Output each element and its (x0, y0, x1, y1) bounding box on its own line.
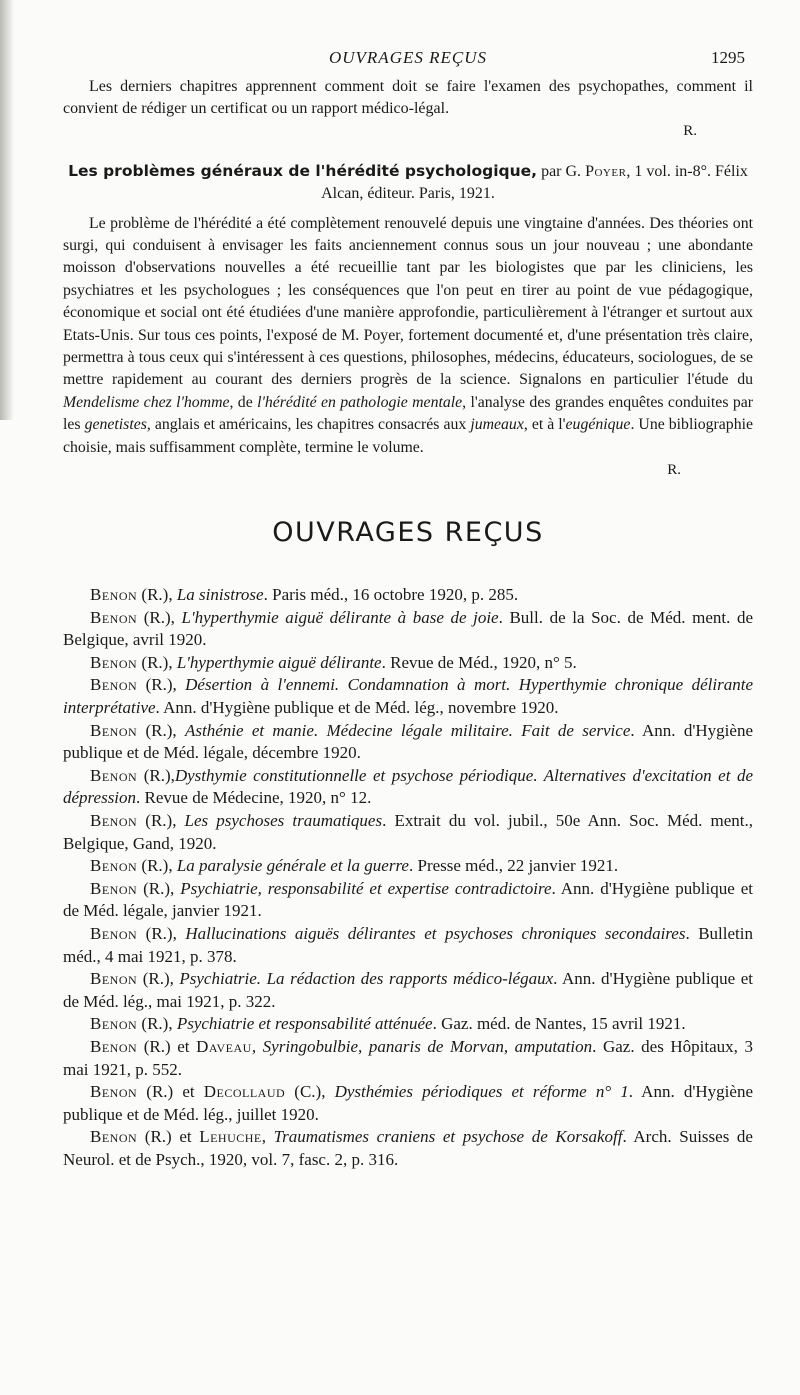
review-body (63, 213, 753, 459)
review-author-initial: G. (565, 162, 586, 180)
review-text-5: , et à l' (523, 416, 566, 434)
entry-source: . Bull. de la Soc. de Méd. ment. de Belgique, avril 1920. (63, 607, 753, 650)
intro-paragraph: Les derniers chapitres apprennent comment doit se faire l'examen des psychopathes, comment il convient de rédiger un certificat ou un rapport médico-légal. (63, 78, 753, 117)
entry-sep-2: , (251, 1036, 263, 1056)
list-item (63, 1081, 753, 1126)
page (63, 48, 753, 1172)
review-ital-4: jumeaux (470, 416, 524, 434)
entry-coauthor: Daveau (196, 1036, 252, 1056)
list-item (63, 765, 753, 810)
entry-sep: (R.), (137, 811, 185, 830)
entry-sep: (R.), (137, 1014, 177, 1034)
entry-title: L'hyperthymie aiguë délirante (176, 652, 382, 672)
entry-author: Benon (90, 652, 138, 672)
review-text-1: Le problème de l'hérédité a été complètement renouvelé depuis une vingtaine d'années. Des théories ont surgi, qui conduisent à envisager les faits anciennement connus sous un jour nouveau ; une abondante moisson d'observations nouvelles a été recueillie tant par les biologistes que par les cliniciens, les psychiatres et les psychologues ; les conséquences que l'on peut en tirer au point de vue pédagogique, économique et social ont été étudiées d'une manière approfondie, particulièrement à l'étranger et surtout aux Etats-Unis. Sur tous ces points, l'exposé de M. Poyer, fortement documenté et, d'une présentation très claire, permettra à tous ceux qui s'intéressent à ces questions, philosophes, médecins, éducateurs, sociologues, de se mettre rapidement au courant des derniers progrès de la science. Signalons en particulier l'étude du (63, 214, 753, 389)
entry-sep: (R.), (137, 652, 177, 672)
entry-author: Benon (90, 1127, 138, 1147)
entry-author: Benon (90, 1036, 138, 1056)
entry-coauthor: Decollaud (203, 1082, 286, 1102)
review-ital-1: Mendelisme chez l'homme (63, 393, 230, 411)
entry-sep: (R.), (137, 765, 175, 785)
entry-source: . Paris méd., 16 octobre 1920, p. 285. (263, 585, 519, 605)
entry-title: Asthénie et manie. Médecine légale militaire. Fait de service (184, 720, 631, 740)
review-ital-3: genetistes (84, 416, 147, 434)
list-item (63, 968, 753, 1013)
entry-sep: (R.), (137, 856, 177, 876)
entry-title: Dysthymie constitutionnelle et psychose périodique. Alternatives d'excitation et de dépression (63, 765, 753, 808)
entry-sep: (R.), (137, 923, 186, 943)
entry-sep: (R.), (137, 878, 181, 898)
entry-author: Benon (90, 878, 138, 898)
entry-title: Désertion à l'ennemi. Condamnation à mort. Hyperthymie chronique délirante interprétative (63, 675, 753, 718)
review-ital-5: eugénique (565, 416, 631, 434)
entry-author: Benon (90, 923, 138, 943)
entry-title: Syringobulbie, panaris de Morvan, amputation (262, 1036, 593, 1056)
review-title: Les problèmes généraux de l'hérédité psychologique, (68, 161, 538, 180)
review-signature: R. (667, 462, 681, 479)
entry-sep: (R.) et (137, 1082, 204, 1102)
entry-sep: (R.) et (137, 1036, 197, 1056)
review-ital-2: l'hérédité en pathologie mentale (257, 393, 463, 411)
intro-signature: R. (683, 122, 697, 139)
review-text-2: , de (229, 393, 258, 411)
entry-source: . Revue de Méd., 1920, n° 5. (381, 652, 577, 672)
list-item (63, 720, 753, 765)
entry-source: . Presse méd., 22 janvier 1921. (408, 856, 619, 876)
entry-source: . Revue de Médecine, 1920, n° 12. (136, 788, 372, 808)
list-item (63, 584, 753, 607)
list-item (63, 1013, 753, 1036)
entry-source: . Gaz. des Hôpitaux, 3 mai 1921, p. 552. (63, 1036, 753, 1079)
entry-coauthor: Lehuche (199, 1127, 262, 1147)
entry-sep: (R.), (137, 969, 180, 989)
entry-author: Benon (90, 607, 138, 627)
entry-author: Benon (90, 856, 138, 876)
review-text-3: , l'analyse des grandes enquêtes conduites par les (63, 393, 753, 434)
review-text-6: . Une bibliographie choisie, mais suffisamment complète, termine le volume. (63, 416, 754, 456)
entry-title: Psychiatrie et responsabilité atténuée (176, 1014, 433, 1034)
entry-source: . Ann. d'Hygiène publique et de Méd. lég., juillet 1920. (63, 1082, 753, 1124)
list-item (63, 652, 753, 675)
entry-source: . Extrait du vol. jubil., 50e Ann. Soc. Méd. ment., Belgique, Gand, 1920. (63, 811, 753, 853)
list-item (63, 674, 753, 719)
entry-author: Benon (90, 720, 138, 740)
entry-title: Psychiatrie, responsabilité et expertise contradictoire (180, 878, 552, 898)
entry-author: Benon (90, 1014, 138, 1034)
entry-author: Benon (90, 811, 138, 830)
review-author-name: Poyer (585, 162, 627, 180)
entry-sep: (R.) et (137, 1127, 200, 1147)
entry-author: Benon (90, 969, 138, 989)
review-author-prefix: par (541, 162, 566, 180)
list-item (63, 607, 753, 652)
running-head (63, 48, 753, 74)
entry-source: . Ann. d'Hygiène publique et de Méd. lég., novembre 1920. (155, 698, 559, 718)
list-item (63, 923, 753, 968)
page-number: 1295 (711, 48, 745, 67)
entry-source: . Ann. d'Hygiène publique et de Méd. lég., mai 1921, p. 322. (63, 969, 753, 1011)
list-item (63, 855, 753, 878)
list-item (63, 1126, 753, 1171)
review-text-4: , anglais et américains, les chapitres consacrés aux (146, 416, 471, 434)
entry-author: Benon (90, 765, 138, 785)
entry-sep-2: , (261, 1127, 274, 1147)
entries-list (63, 584, 753, 1171)
list-item (63, 878, 753, 923)
review-details: , 1 vol. in-8°. Félix Alcan, éditeur. Paris, 1921. (321, 162, 748, 202)
entry-title: Dysthémies périodiques et réforme n° 1 (334, 1082, 629, 1102)
entry-author: Benon (90, 675, 138, 695)
entry-title: L'hyperthymie aiguë délirante à base de joie (181, 607, 499, 627)
entry-sep-2: (C.), (285, 1082, 335, 1102)
entry-title: La paralysie générale et la guerre (176, 856, 409, 876)
list-item (63, 810, 753, 855)
entry-sep: (R.), (137, 720, 185, 740)
entry-sep: (R.), (137, 585, 177, 605)
section-title: OUVRAGES REÇUS (272, 517, 544, 549)
entry-source: . Gaz. méd. de Nantes, 15 avril 1921. (432, 1014, 686, 1034)
entry-title: La sinistrose (176, 585, 264, 605)
list-item (63, 1036, 753, 1081)
page-spine-shadow (0, 0, 14, 420)
entry-title: Hallucinations aiguës délirantes et psychoses chroniques secondaires (185, 923, 686, 943)
entry-source: . Bulletin méd., 4 mai 1921, p. 378. (63, 923, 753, 966)
entry-sep: (R.), (137, 675, 186, 695)
entry-source: . Arch. Suisses de Neurol. et de Psych., 1920, vol. 7, fasc. 2, p. 316. (63, 1127, 753, 1169)
review-heading (63, 160, 753, 205)
entry-author: Benon (90, 1082, 138, 1102)
entry-title: Les psychoses traumatiques (184, 811, 383, 830)
entry-title: Psychiatrie. La rédaction des rapports médico-légaux (179, 969, 554, 989)
entry-sep: (R.), (137, 607, 182, 627)
entry-title: Traumatismes craniens et psychose de Korsakoff (273, 1127, 623, 1147)
entry-author: Benon (90, 585, 138, 605)
entry-source: . Ann. d'Hygiène publique et de Méd. légale, janvier 1921. (63, 878, 753, 921)
entry-source: . Ann. d'Hygiène publique et de Méd. légale, décembre 1920. (63, 720, 753, 763)
running-title: OUVRAGES REÇUS (328, 48, 487, 67)
